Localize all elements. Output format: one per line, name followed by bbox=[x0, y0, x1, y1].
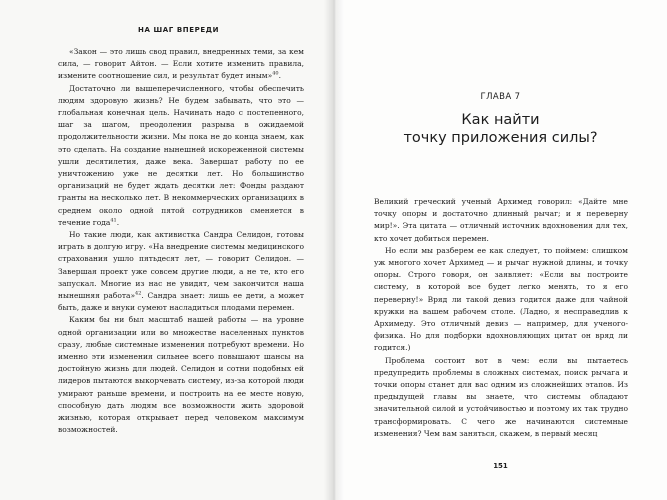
footnote-ref: 40 bbox=[272, 70, 279, 77]
paragraph: Каким бы ни был масштаб нашей работы — на уровне одной организации или во множестве населенных пунктов сразу, любые системные изменения потребуют времени. Но именно эти изменения сильнее всего повышают шансы на достойную жизнь для людей. Селидон и сотни подобных ей лидеров пытаются выкорчевать систему, из-за которой люди умирают раньше времени, и построить на ее месте новую, способную дать людям все возможности жить здоровой жизнью, которая открывает перед человеком максимум возможностей. bbox=[58, 315, 304, 435]
paragraph: Но если мы разберем ее как следует, то поймем: слишком уж многого хочет Архимед — и рычаг нужной длины, и точку опоры. Строго говоря, он заявляет: «Если вы построите систему, в которой все будет легко менять, то я его переверну!» Вряд ли такой девиз годится даже для чайной кружки на вашем рабочем столе. (Ладно, я несправедлив к Архимеду. Это отличный девиз — например, для ученого-физика. Но для подборки вдохновляющих цитат он вряд ли годится.) bbox=[374, 245, 628, 353]
footnote-ref: 41 bbox=[110, 217, 117, 224]
right-page-body bbox=[374, 196, 628, 440]
paragraph: «Закон — это лишь свод правил, внедренных теми, за кем сила, — говорит Айтон. — Если хотите изменить правила, измените соотношение сил, и результат будет иным»$^{40}$. bbox=[58, 47, 304, 81]
paragraph: Проблема состоит вот в чем: если вы пытаетесь предупредить проблемы в сложных системах, поиск рычага и точки опоры станет для вас одним из сложнейших этапов. Из предыдущей главы вы знаете, что системы обладают значительной силой и устойчивостью и поэтому их так трудно трансформировать. С чего же начинаются системные изменения? Чем вам заняться, скажем, в первый месяц bbox=[374, 355, 628, 438]
paragraph: Великий греческий ученый Архимед говорил: «Дайте мне точку опоры и достаточно длинный рычаг; и я переверну мир!». Эта цитата — отличный источник вдохновения для тех, кто хочет добиться перемен. bbox=[374, 197, 628, 243]
footnote-ref: 42 bbox=[135, 290, 142, 297]
right-page bbox=[334, 0, 667, 500]
left-page bbox=[0, 0, 333, 500]
chapter-label: ГЛАВА 7 bbox=[480, 92, 521, 102]
chapter-title-line: Как найти bbox=[461, 112, 540, 128]
left-page-body bbox=[58, 46, 304, 437]
page-number: 151 bbox=[493, 462, 508, 470]
running-head: НА ШАГ ВПЕРЕДИ bbox=[138, 26, 220, 34]
chapter-title bbox=[354, 111, 647, 147]
paragraph: Но такие люди, как активистка Сандра Селидон, готовы играть в долгую игру. «На внедрение системы медицинского страхования ушло пятьдесят лет, — говорит Селидон. — Завершая проект уже совсем другие люди, а не те, кто его запускал. Многие из нас не увидят, чем закончится наша нынешняя работа»$^{42}$. Сандра знает: лишь ее дети, а может быть, даже и внуки сумеют насладиться плодами перемен. bbox=[58, 230, 304, 313]
paragraph: Достаточно ли вышеперечисленного, чтобы обеспечить людям здоровую жизнь? Не будем забывать, что это — глобальная конечная цель. Начинать надо с постепенного, шаг за шагом, преодоления разрыва в ожидаемой продолжительности жизни. Мы пока не до конца знаем, как это сделать. На создание нынешней искореженной системы ушли десятилетия, даже века. Завершат работу по ее уничтожению уже не десятки лет. Но большинство организаций не будет ждать десятки лет: Фонды раздают гранты на несколько лет. В некоммерческих организациях в среднем около одной пятой сотрудников сменяется в течение года$^{41}$. bbox=[58, 83, 304, 227]
chapter-title-line: точку приложения силы? bbox=[403, 130, 598, 146]
